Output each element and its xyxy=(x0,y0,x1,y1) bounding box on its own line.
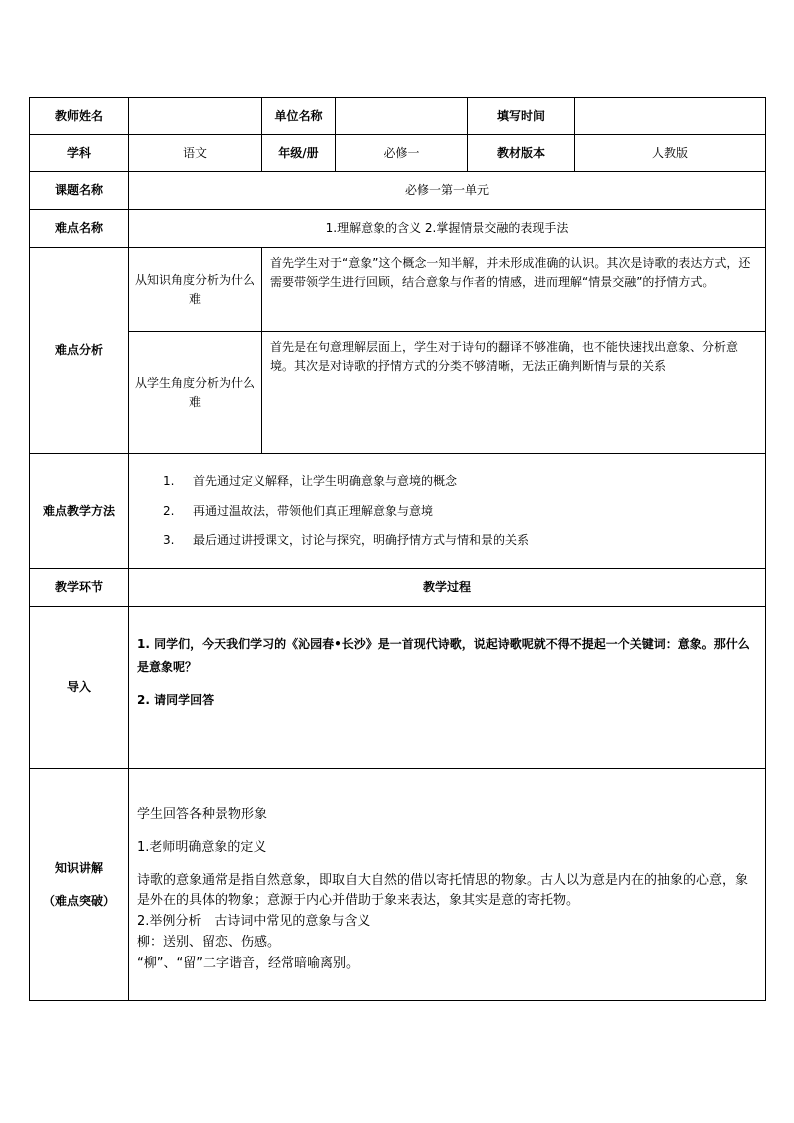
student-angle-label: 从学生角度分析为什么难 xyxy=(129,332,262,454)
method-item xyxy=(163,502,765,521)
method-item xyxy=(163,531,765,550)
knowledge-angle-label: 从知识角度分析为什么难 xyxy=(129,248,262,332)
unit-name-value xyxy=(336,98,468,135)
teacher-name-label: 教师姓名 xyxy=(30,98,129,135)
intro-row xyxy=(30,607,766,769)
method-item-text: 再通过温故法，带领他们真正理解意象与意境 xyxy=(193,503,434,518)
edition-label: 教材版本 xyxy=(468,135,575,172)
method-item-number: 3. xyxy=(163,533,175,548)
fill-date-label: 填写时间 xyxy=(468,98,575,135)
analysis-row-student xyxy=(30,332,766,454)
topic-label: 课题名称 xyxy=(30,172,129,210)
subject-label: 学科 xyxy=(30,135,129,172)
intro-label: 导入 xyxy=(30,607,129,769)
student-angle-text: 首先是在句意理解层面上，学生对于诗句的翻译不够准确，也不能快速找出意象、分析意境。其次是对诗歌的抒情方式的分类不够清晰，无法正确判断情与景的关系 xyxy=(262,332,766,454)
intro-line-1: 1. 同学们，今天我们学习的《沁园春•长沙》是一首现代诗歌，说起诗歌呢就不得不提起一个关键词：意象。那什么是意象呢？ xyxy=(137,637,750,674)
difficulty-label: 难点名称 xyxy=(30,210,129,248)
analysis-label: 难点分析 xyxy=(30,248,129,454)
grade-label: 年级/册 xyxy=(262,135,336,172)
header-row-1 xyxy=(30,98,766,135)
method-label: 难点教学方法 xyxy=(30,454,129,569)
knowledge-row xyxy=(30,769,766,1001)
knowledge-p6: “柳”、“留”二字谐音，经常暗喻离别。 xyxy=(137,955,359,971)
knowledge-p4: 2.举例分析 古诗词中常见的意象与含义 xyxy=(137,914,371,930)
grade-value: 必修一 xyxy=(336,135,468,172)
knowledge-label-cell xyxy=(30,769,129,1001)
knowledge-sublabel: （难点突破） xyxy=(42,893,115,908)
method-item-text: 首先通过定义解释，让学生明确意象与意境的概念 xyxy=(193,474,458,489)
intro-content xyxy=(129,607,766,769)
method-list xyxy=(129,457,765,565)
method-row xyxy=(30,454,766,569)
topic-row xyxy=(30,172,766,210)
fill-date-value xyxy=(575,98,766,135)
difficulty-row xyxy=(30,210,766,248)
knowledge-content xyxy=(129,769,766,1001)
stage-header: 教学环节 xyxy=(30,569,129,607)
method-item-number: 2. xyxy=(163,503,175,518)
edition-value: 人教版 xyxy=(575,135,766,172)
method-item-number: 1. xyxy=(163,474,175,489)
process-header-row xyxy=(30,569,766,607)
difficulty-value: 1.理解意象的含义 2.掌握情景交融的表现手法 xyxy=(129,210,766,248)
unit-name-label: 单位名称 xyxy=(262,98,336,135)
knowledge-p1: 学生回答各种景物形象 xyxy=(137,807,268,822)
analysis-row-knowledge xyxy=(30,248,766,332)
header-row-2 xyxy=(30,135,766,172)
knowledge-angle-text: 首先学生对于“意象”这个概念一知半解，并未形成准确的认识。其次是诗歌的表达方式，还需要带领学生进行回顾，结合意象与作者的情感，进而理解“情景交融”的抒情方式。 xyxy=(262,248,766,332)
method-item-text: 最后通过讲授课文，讨论与探究，明确抒情方式与情和景的关系 xyxy=(193,533,530,548)
subject-value: 语文 xyxy=(129,135,262,172)
method-item xyxy=(163,472,765,491)
knowledge-p2: 1.老师明确意象的定义 xyxy=(137,839,267,855)
teacher-name-value xyxy=(129,98,262,135)
lesson-plan-table xyxy=(29,97,766,1001)
method-cell xyxy=(129,454,766,569)
knowledge-label: 知识讲解 xyxy=(54,860,103,875)
topic-value: 必修一第一单元 xyxy=(129,172,766,210)
intro-line-2: 2. 请同学回答 xyxy=(137,692,215,707)
knowledge-p5: 柳：送别、留恋、伤感。 xyxy=(137,934,281,950)
knowledge-p3: 诗歌的意象通常是指自然意象，即取自大自然的借以寄托情思的物象。古人以为意是内在的抽象的心意，象是外在的具体的物象；意源于内心并借助于象来表达，象其实是意的寄托物。 xyxy=(137,872,749,909)
process-header: 教学过程 xyxy=(129,569,766,607)
